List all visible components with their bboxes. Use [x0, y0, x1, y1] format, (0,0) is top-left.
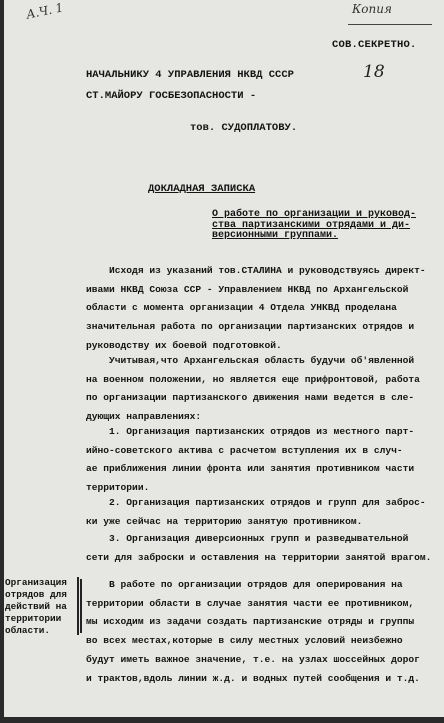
classification-stamp: СОВ.СЕКРЕТНО.: [332, 39, 417, 51]
handwritten-note-top-left: А.Ч. 1: [24, 0, 65, 22]
list-item-1: 1. Организация партизанских отрядов из местного парт- ийно-советского актива с расчетом вступления их в случ- ае приближения линии фронта или занятия противником части территории.: [86, 426, 415, 494]
addressee-line-1: НАЧАЛЬНИКУ 4 УПРАВЛЕНИЯ НКВД СССР: [86, 69, 294, 81]
paragraph-2: Учитывая,что Архангельская область будучи об'явленной на военном положении, но является еще прифронтовой, работа по организации партизанского движения нами ведется в сле- дующих направлениях:: [86, 355, 420, 423]
scan-edge-bottom: [0, 717, 444, 723]
list-item-3: 3. Организация диверсионных групп и разведывательной сети для заброски и оставления на территории занятой врагом.: [86, 533, 432, 563]
margin-bracket-line: [77, 577, 79, 635]
paragraph-3: В работе по организации отрядов для оперирования на территории области в случае занятия части ее противником, мы исходим из задачи создать партизанские отряды и группы во всех местах,которые в силу местных условий неизбежно будут иметь важное значение, т.е. на узлах шоссейных дорог и трактов,вдоль линии ж.д. и водных путей сообщения и т.д.: [86, 579, 420, 684]
addressee-line-3: тов. СУДОПЛАТОВУ.: [190, 122, 298, 134]
copy-mark-underline: [348, 24, 432, 25]
document-subject: О работе по организации и руковод- ства партизанскими отрядами и ди- версионными группами.: [212, 209, 417, 241]
document-title: ДОКЛАДНАЯ ЗАПИСКА: [148, 183, 256, 195]
paragraph-1: Исходя из указаний тов.СТАЛИНА и руководствуясь директ- ивами НКВД Союза ССР - Управлением НКВД по Архангельской области с момента организации 4 Отдела УНКВД проделана значительная работа по организации партизанских отрядов и руководству их боевой подготовкой.: [86, 265, 426, 351]
margin-bracket-line-2: [80, 579, 82, 633]
scan-edge-left: [0, 0, 4, 723]
addressee-line-2: СТ.МАЙОРУ ГОСБЕЗОПАСНОСТИ -: [86, 90, 257, 102]
list-item-2: 2. Организация партизанских отрядов и групп для заброс- ки уже сейчас на территорию занятую противником.: [86, 497, 426, 527]
page-number: 18: [363, 62, 385, 82]
margin-note: Организация отрядов для действий на территории области.: [5, 577, 67, 636]
handwritten-copy-mark: Копия: [352, 2, 392, 16]
